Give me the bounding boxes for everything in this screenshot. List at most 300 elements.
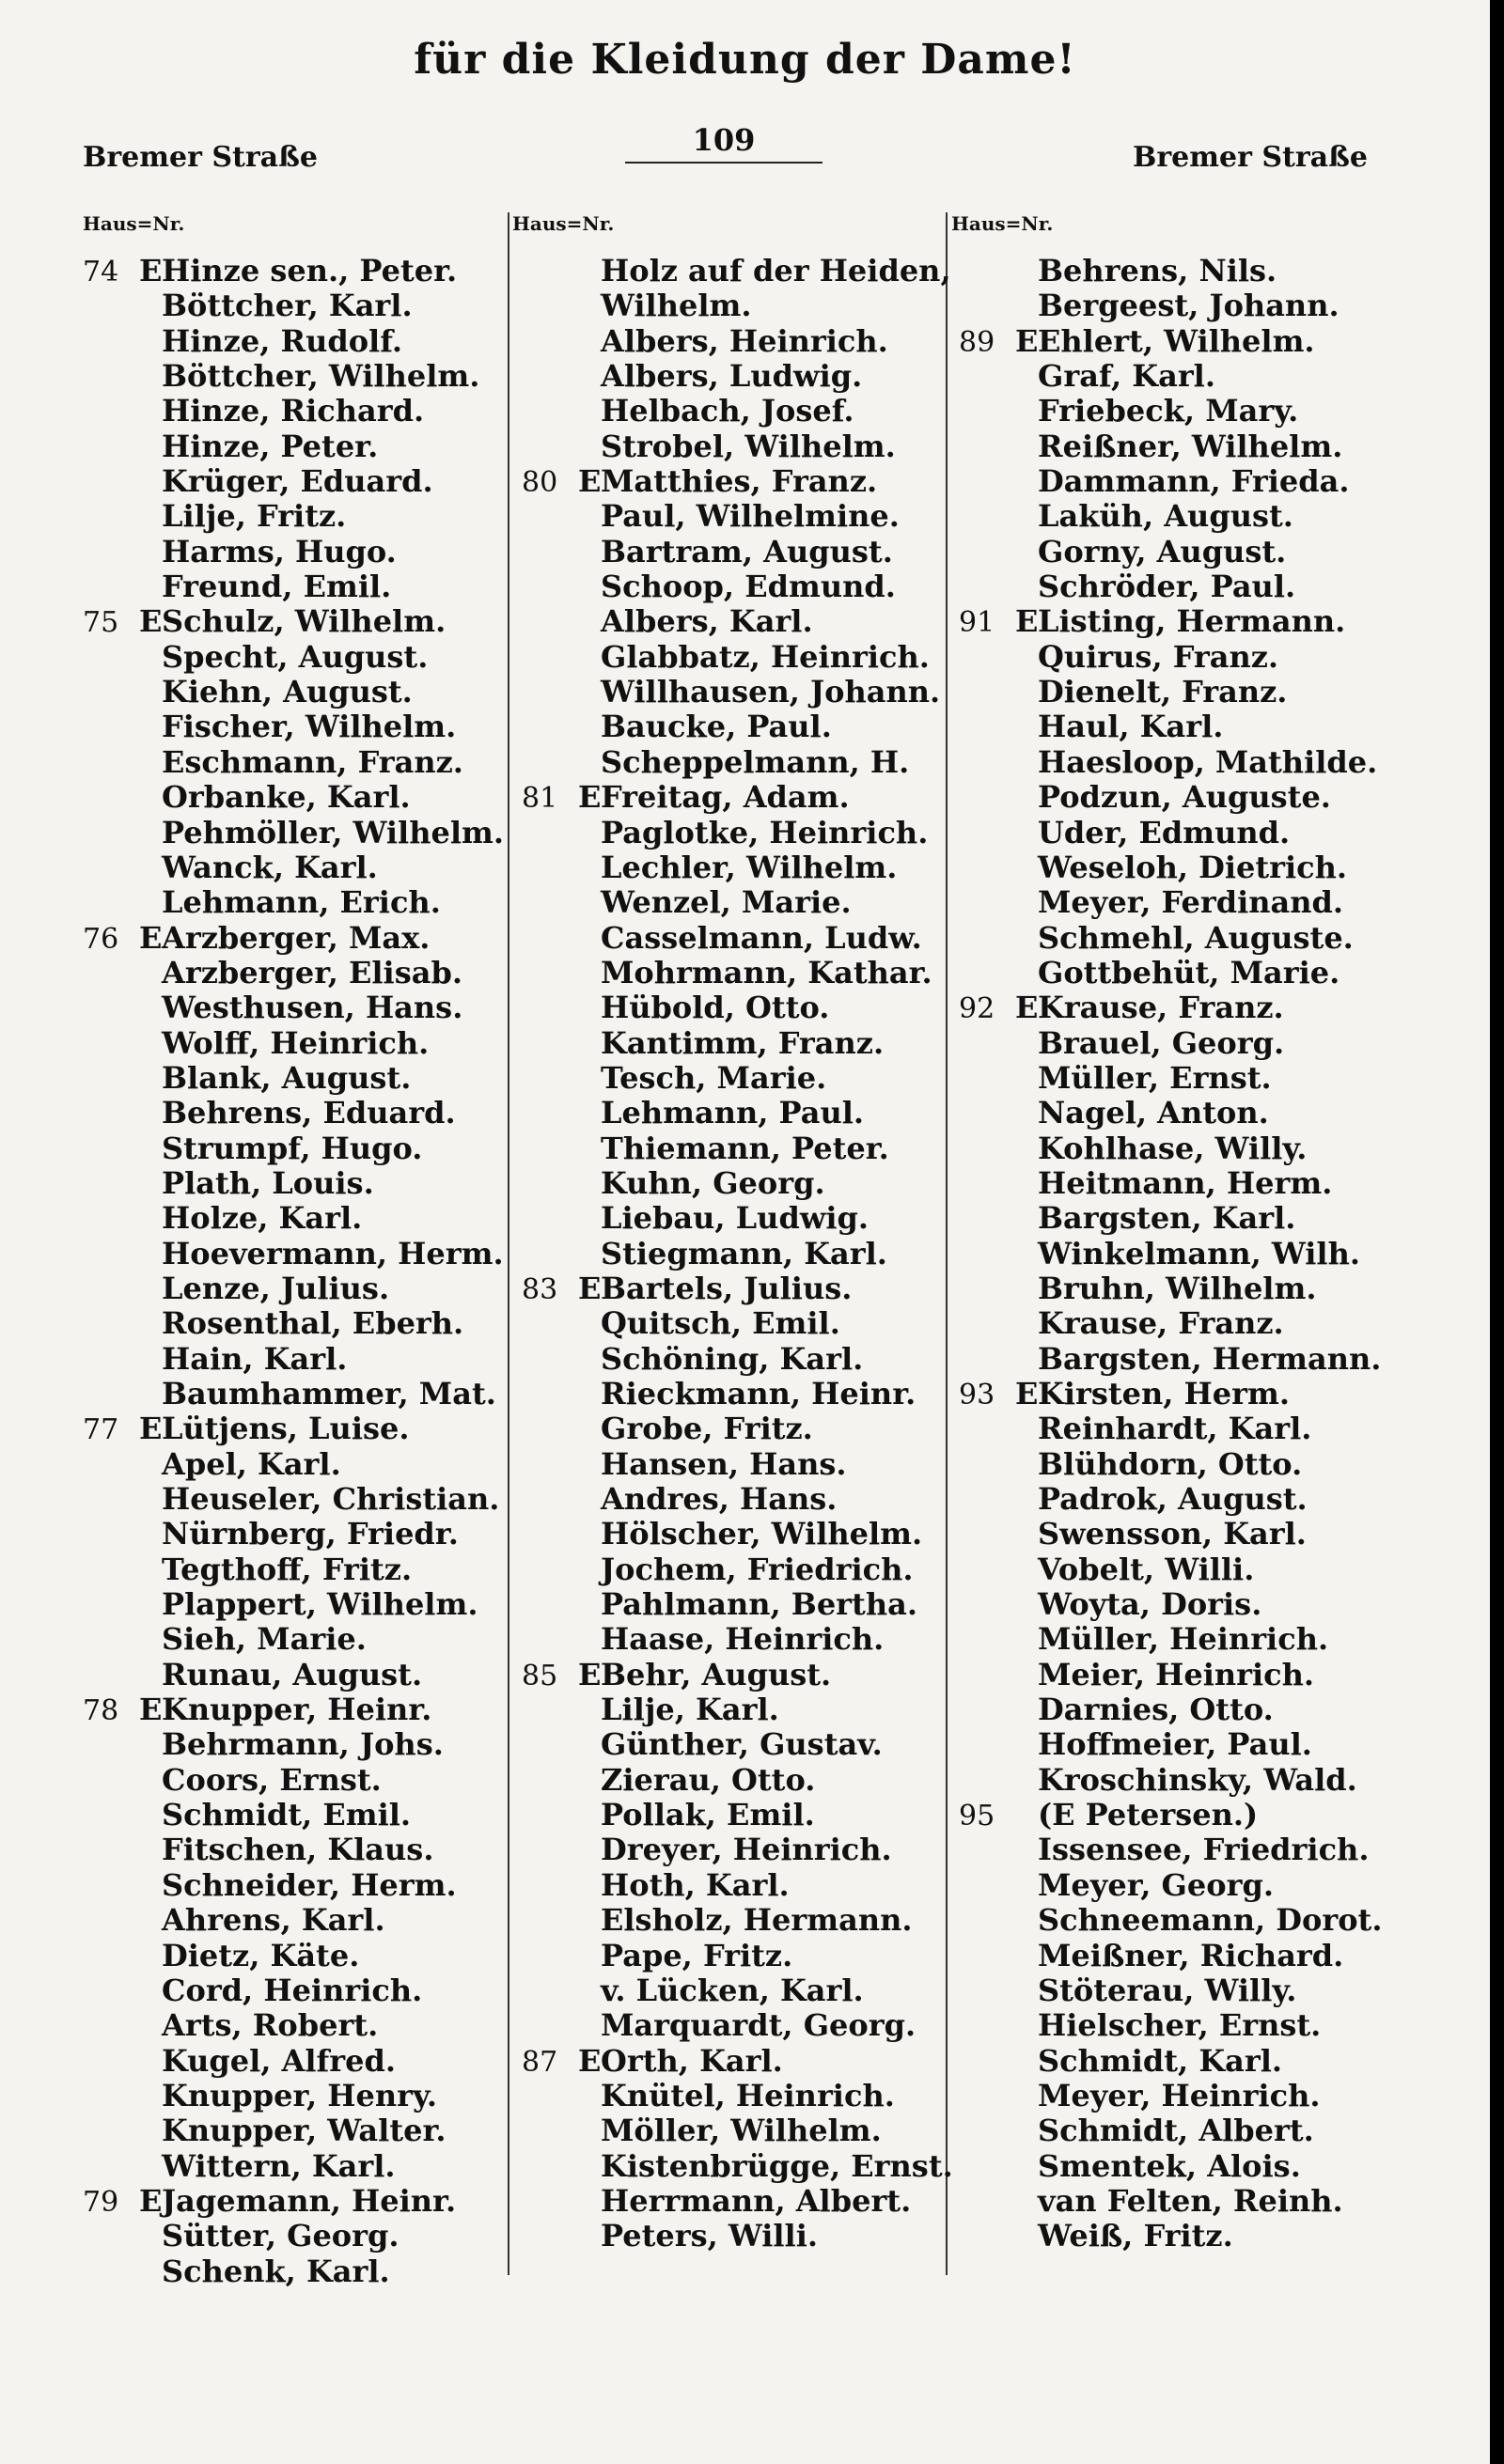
entry-row — [83, 1061, 504, 1096]
entry-row — [522, 850, 953, 885]
resident-name: Herrmann, Albert. — [601, 2182, 912, 2219]
entry-row — [522, 1798, 953, 1832]
street-header-right: Bremer Straße — [1133, 141, 1368, 174]
entry-row — [522, 1587, 953, 1622]
entry-row — [522, 2219, 953, 2253]
entry-row — [959, 816, 1382, 850]
column-2 — [522, 254, 953, 2254]
resident-name: Hoffmeier, Paul. — [1038, 1726, 1312, 1763]
house-number: 81 — [522, 782, 558, 816]
resident-name: Schmidt, Emil. — [162, 1797, 412, 1833]
resident-name: Liebau, Ludwig. — [601, 1200, 870, 1237]
resident-name: Hoth, Karl. — [601, 1866, 790, 1903]
resident-name: Wolff, Heinrich. — [162, 1024, 430, 1061]
resident-name: Stöterau, Willy. — [1038, 1972, 1297, 2008]
entry-row — [83, 1587, 504, 1622]
resident-name: Rieckmann, Heinr. — [601, 1376, 916, 1411]
entry-row — [83, 1763, 504, 1798]
entry-row — [83, 640, 504, 675]
entry-row — [83, 745, 504, 780]
entry-row — [959, 1763, 1382, 1798]
resident-name: Kistenbrügge, Ernst. — [601, 2147, 953, 2184]
resident-name: Dammann, Frieda. — [1038, 463, 1350, 500]
resident-name: Jochem, Friedrich. — [601, 1551, 914, 1587]
entry-row — [83, 535, 504, 569]
entry-row — [522, 990, 953, 1025]
resident-name: Hielscher, Ernst. — [1038, 2007, 1322, 2044]
resident-name: Böttcher, Wilhelm. — [162, 358, 480, 395]
house-number: 75 — [83, 606, 119, 640]
entry-row — [83, 675, 504, 710]
resident-name: Quitsch, Emil. — [601, 1305, 840, 1342]
entry-row — [83, 1517, 504, 1552]
resident-name: Baumhammer, Mat. — [162, 1376, 496, 1411]
resident-name: Schöning, Karl. — [601, 1340, 864, 1377]
entry-row — [83, 1131, 504, 1166]
entry-row — [959, 1237, 1382, 1271]
entry-row — [83, 1622, 504, 1657]
entry-row — [959, 1096, 1382, 1131]
entry-row — [959, 1798, 1382, 1832]
entry-row — [959, 780, 1382, 815]
entry-row — [959, 1271, 1382, 1306]
owner-marker: E — [578, 463, 602, 500]
resident-name: Willhausen, Johann. — [601, 674, 941, 710]
resident-name: Marquardt, Georg. — [601, 2007, 916, 2044]
resident-name: Padrok, August. — [1038, 1481, 1308, 1518]
entry-row — [959, 745, 1382, 780]
entry-row — [83, 1482, 504, 1517]
resident-name: Vobelt, Willi. — [1038, 1551, 1255, 1587]
entry-row — [83, 956, 504, 990]
resident-name: Reißner, Wilhelm. — [1038, 428, 1343, 464]
resident-name: Schröder, Paul. — [1038, 569, 1296, 605]
resident-name: Hübold, Otto. — [601, 990, 830, 1026]
resident-name: Darnies, Otto. — [1038, 1692, 1274, 1728]
entry-row — [522, 2008, 953, 2043]
column-3 — [959, 254, 1382, 2254]
entry-row — [522, 1973, 953, 2008]
resident-name: Schmidt, Albert. — [1038, 2113, 1314, 2149]
resident-name: Haul, Karl. — [1038, 709, 1224, 745]
entry-row — [522, 640, 953, 675]
resident-name: Hoevermann, Herm. — [162, 1235, 504, 1271]
resident-name: Listing, Hermann. — [1038, 603, 1346, 640]
entry-row — [959, 1131, 1382, 1166]
resident-name: Haesloop, Mathilde. — [1038, 743, 1378, 780]
resident-name: Hinze, Richard. — [162, 393, 425, 429]
column-header-3: Haus=Nr. — [951, 212, 1054, 235]
entry-row — [959, 2184, 1382, 2219]
entry-row — [522, 956, 953, 990]
resident-name: Lehmann, Erich. — [162, 884, 441, 921]
resident-name: Glabbatz, Heinrich. — [601, 638, 930, 675]
entry-row — [522, 710, 953, 744]
entry-row — [959, 2044, 1382, 2079]
resident-name: Schneider, Herm. — [162, 1866, 457, 1903]
entry-row — [959, 675, 1382, 710]
resident-name: Holz auf der Heiden, — [601, 253, 951, 289]
resident-name: Ehlert, Wilhelm. — [1038, 322, 1315, 359]
entry-row — [522, 1026, 953, 1061]
resident-name: Strobel, Wilhelm. — [601, 428, 896, 464]
resident-name: Coors, Ernst. — [162, 1761, 382, 1798]
entry-row — [83, 2254, 504, 2289]
entry-row — [959, 1517, 1382, 1552]
resident-name: Lehmann, Paul. — [601, 1095, 865, 1131]
entry-row — [959, 885, 1382, 920]
entry-row — [83, 324, 504, 359]
entry-row — [83, 1727, 504, 1762]
entry-row — [959, 359, 1382, 394]
entry-row — [83, 1166, 504, 1201]
entry-row — [522, 1271, 953, 1306]
house-number: 77 — [83, 1413, 119, 1447]
resident-name: Schulz, Wilhelm. — [162, 603, 446, 640]
resident-name: Blank, August. — [162, 1059, 412, 1096]
entry-row — [522, 921, 953, 956]
resident-name: Dienelt, Franz. — [1038, 674, 1288, 710]
entry-row — [83, 780, 504, 815]
entry-row — [522, 1166, 953, 1201]
entry-row — [959, 640, 1382, 675]
owner-marker: E — [1015, 990, 1039, 1026]
resident-name: Lilje, Fritz. — [162, 498, 347, 535]
entry-row — [959, 2079, 1382, 2113]
entry-row — [959, 254, 1382, 289]
entry-row — [959, 1061, 1382, 1096]
resident-name: Hinze, Rudolf. — [162, 322, 402, 359]
resident-name: Knupper, Walter. — [162, 2113, 446, 2149]
resident-name: Lütjens, Luise. — [162, 1411, 410, 1447]
resident-name: Thiemann, Peter. — [601, 1130, 889, 1166]
entry-row — [522, 1482, 953, 1517]
resident-name: Schneemann, Dorot. — [1038, 1902, 1383, 1939]
resident-name: Hinze, Peter. — [162, 428, 379, 464]
entry-row — [959, 990, 1382, 1025]
entry-row — [83, 359, 504, 394]
resident-name: Meyer, Ferdinand. — [1038, 884, 1344, 921]
resident-name: Bartram, August. — [601, 533, 893, 569]
entry-row — [83, 1903, 504, 1938]
house-number: 92 — [959, 992, 995, 1026]
entry-row — [522, 429, 953, 464]
entry-row — [959, 1973, 1382, 2008]
entry-row — [522, 1727, 953, 1762]
entry-row — [522, 2079, 953, 2113]
entry-row — [522, 499, 953, 534]
resident-name: Kantimm, Franz. — [601, 1024, 885, 1061]
entry-row — [83, 1798, 504, 1832]
entry-row — [959, 1658, 1382, 1692]
owner-marker: E — [139, 1411, 163, 1447]
resident-name: Plappert, Wilhelm. — [162, 1586, 478, 1623]
resident-name: Meier, Heinrich. — [1038, 1656, 1315, 1692]
resident-name: Krause, Franz. — [1038, 990, 1284, 1026]
owner-marker: E — [578, 2042, 602, 2079]
house-number: 80 — [522, 466, 558, 500]
entry-row — [83, 1026, 504, 1061]
resident-name: Tesch, Marie. — [601, 1059, 827, 1096]
resident-name: Sütter, Georg. — [162, 2218, 400, 2254]
resident-name: Wilhelm. — [601, 288, 752, 324]
entry-row — [83, 1377, 504, 1411]
entry-row — [522, 2113, 953, 2148]
resident-name: Möller, Wilhelm. — [601, 2113, 882, 2149]
resident-name: Schmidt, Karl. — [1038, 2042, 1283, 2079]
house-number: 89 — [959, 325, 995, 359]
resident-name: Schenk, Karl. — [162, 2253, 390, 2289]
resident-name: Cord, Heinrich. — [162, 1972, 423, 2008]
house-number: 95 — [959, 1800, 995, 1833]
entry-row — [522, 675, 953, 710]
entry-row — [522, 1377, 953, 1411]
entry-row — [522, 2149, 953, 2184]
resident-name: Lechler, Wilhelm. — [601, 849, 898, 885]
entry-row — [522, 816, 953, 850]
owner-marker: E — [578, 1270, 602, 1306]
column-header-2: Haus=Nr. — [512, 212, 615, 235]
entry-row — [83, 499, 504, 534]
resident-name: Fitschen, Klaus. — [162, 1832, 434, 1868]
resident-name: Zierau, Otto. — [601, 1761, 816, 1798]
resident-name: Schmehl, Auguste. — [1038, 919, 1354, 956]
entry-row — [83, 2008, 504, 2043]
resident-name: Albers, Heinrich. — [601, 322, 888, 359]
house-number: 74 — [83, 256, 119, 289]
entry-row — [959, 1692, 1382, 1727]
entry-row — [959, 604, 1382, 639]
entry-row — [959, 1622, 1382, 1657]
entry-row — [959, 464, 1382, 499]
entry-row — [522, 1517, 953, 1552]
entry-row — [522, 1832, 953, 1867]
entry-row — [83, 2113, 504, 2148]
resident-name: Lenze, Julius. — [162, 1270, 390, 1306]
entry-row — [959, 1342, 1382, 1377]
entry-row — [83, 1973, 504, 2008]
resident-name: Hain, Karl. — [162, 1340, 348, 1377]
owner-marker: E — [139, 1692, 163, 1728]
house-number: 91 — [959, 606, 995, 640]
entry-row — [83, 2184, 504, 2219]
resident-name: Fischer, Wilhelm. — [162, 709, 457, 745]
entry-row — [959, 1939, 1382, 1973]
entry-row — [522, 1306, 953, 1341]
resident-name: Weseloh, Dietrich. — [1038, 849, 1348, 885]
entry-row — [83, 1832, 504, 1867]
resident-name: Wenzel, Marie. — [601, 884, 852, 921]
entry-row — [959, 394, 1382, 429]
entry-row — [83, 2079, 504, 2113]
resident-name: Wittern, Karl. — [162, 2147, 396, 2184]
entry-row — [959, 1832, 1382, 1867]
house-number: 93 — [959, 1379, 995, 1411]
entry-row — [522, 324, 953, 359]
entry-row — [959, 1868, 1382, 1903]
resident-name: Pape, Fritz. — [601, 1937, 793, 1973]
resident-name: Andres, Hans. — [601, 1481, 838, 1518]
resident-name: Haase, Heinrich. — [601, 1621, 885, 1658]
resident-name: Behrmann, Johs. — [162, 1726, 444, 1763]
resident-name: Bergeest, Johann. — [1038, 288, 1340, 324]
street-header-left: Bremer Straße — [83, 141, 318, 174]
entry-row — [522, 359, 953, 394]
resident-name: Knupper, Henry. — [162, 2077, 438, 2113]
entry-row — [522, 1622, 953, 1657]
resident-name: Baucke, Paul. — [601, 709, 832, 745]
entry-row — [83, 1447, 504, 1482]
resident-name: Blühdorn, Otto. — [1038, 1445, 1303, 1482]
resident-name: Pahlmann, Bertha. — [601, 1586, 917, 1623]
entry-row — [959, 1166, 1382, 1201]
resident-name: Heitmann, Herm. — [1038, 1164, 1333, 1201]
entry-row — [83, 2149, 504, 2184]
resident-name: Brauel, Georg. — [1038, 1024, 1285, 1061]
entry-row — [83, 1342, 504, 1377]
resident-name: Hinze sen., Peter. — [162, 253, 458, 289]
owner-marker: E — [139, 603, 163, 640]
resident-name: Apel, Karl. — [162, 1445, 341, 1482]
owner-marker: E — [139, 2182, 163, 2219]
resident-name: Heuseler, Christian. — [162, 1481, 500, 1518]
house-number: 76 — [83, 922, 119, 956]
entry-row — [522, 2044, 953, 2079]
entry-row — [959, 1026, 1382, 1061]
entry-row — [522, 1131, 953, 1166]
resident-name: Elsholz, Hermann. — [601, 1902, 913, 1939]
entry-row — [522, 1201, 953, 1236]
owner-marker: E — [1015, 603, 1039, 640]
resident-name: Müller, Heinrich. — [1038, 1621, 1329, 1658]
resident-name: Winkelmann, Wilh. — [1038, 1235, 1360, 1271]
owner-marker: E — [578, 779, 602, 816]
resident-name: Woyta, Doris. — [1038, 1586, 1262, 1623]
entry-row — [522, 1552, 953, 1587]
house-number: 87 — [522, 2045, 558, 2079]
entry-row — [522, 1237, 953, 1271]
resident-name: Uder, Edmund. — [1038, 814, 1291, 850]
entry-row — [83, 850, 504, 885]
entry-row — [83, 1868, 504, 1903]
resident-name: Orth, Karl. — [601, 2042, 783, 2079]
resident-name: Friebeck, Mary. — [1038, 393, 1299, 429]
resident-name: Orbanke, Karl. — [162, 779, 411, 816]
resident-name: Knupper, Heinr. — [162, 1692, 432, 1728]
resident-name: Kugel, Alfred. — [162, 2042, 397, 2079]
resident-name: Bargsten, Hermann. — [1038, 1340, 1382, 1377]
entry-row — [522, 1939, 953, 1973]
resident-name: Rosenthal, Eberh. — [162, 1305, 464, 1342]
entry-row — [83, 885, 504, 920]
owner-marker: E — [139, 253, 163, 289]
entry-row — [83, 254, 504, 289]
entry-row — [83, 1271, 504, 1306]
resident-name: Mohrmann, Kathar. — [601, 954, 932, 990]
resident-name: Eschmann, Franz. — [162, 743, 463, 780]
resident-name: Günther, Gustav. — [601, 1726, 883, 1763]
resident-name: Plath, Louis. — [162, 1164, 374, 1201]
entry-row — [959, 1552, 1382, 1587]
entry-row — [522, 1763, 953, 1798]
entry-row — [522, 1061, 953, 1096]
entry-row — [959, 921, 1382, 956]
entry-row — [959, 2113, 1382, 2148]
resident-name: Specht, August. — [162, 638, 429, 675]
resident-name: Reinhardt, Karl. — [1038, 1411, 1312, 1447]
resident-name: Schoop, Edmund. — [601, 569, 896, 605]
entry-row — [522, 1096, 953, 1131]
entry-row — [83, 569, 504, 604]
resident-name: Behrens, Nils. — [1038, 253, 1277, 289]
resident-name: Freitag, Adam. — [601, 779, 850, 816]
entry-row — [959, 499, 1382, 534]
entry-row — [83, 990, 504, 1025]
resident-name: Behrens, Eduard. — [162, 1095, 456, 1131]
column-divider — [508, 212, 509, 2275]
entry-row — [959, 2219, 1382, 2253]
resident-name: Wanck, Karl. — [162, 849, 378, 885]
entry-row — [959, 429, 1382, 464]
resident-name: Harms, Hugo. — [162, 533, 397, 569]
house-number: 79 — [83, 2185, 119, 2219]
resident-name: Kuhn, Georg. — [601, 1164, 825, 1201]
resident-name: Behr, August. — [601, 1656, 832, 1692]
house-number: 83 — [522, 1272, 558, 1306]
entry-row — [522, 2184, 953, 2219]
entry-row — [522, 1903, 953, 1938]
entry-row — [522, 1658, 953, 1692]
resident-name: Knütel, Heinrich. — [601, 2077, 895, 2113]
entry-row — [522, 569, 953, 604]
resident-name: Sieh, Marie. — [162, 1621, 367, 1658]
resident-name: Müller, Ernst. — [1038, 1059, 1272, 1096]
owner-marker: E — [578, 1656, 602, 1692]
entry-row — [522, 1868, 953, 1903]
resident-name: Laküh, August. — [1038, 498, 1293, 535]
resident-name: Swensson, Karl. — [1038, 1516, 1307, 1552]
entry-row — [83, 1096, 504, 1131]
entry-row — [959, 1727, 1382, 1762]
resident-name: Gorny, August. — [1038, 533, 1287, 569]
resident-name: Bartels, Julius. — [601, 1270, 853, 1306]
resident-name: Ahrens, Karl. — [162, 1902, 385, 1939]
entry-row — [959, 2149, 1382, 2184]
resident-name: Albers, Ludwig. — [601, 358, 863, 395]
house-number: 78 — [83, 1694, 119, 1728]
entry-row — [959, 1482, 1382, 1517]
resident-name: Bargsten, Karl. — [1038, 1200, 1296, 1237]
entry-row — [959, 2008, 1382, 2043]
entry-row — [522, 1692, 953, 1727]
entry-row — [522, 1342, 953, 1377]
entry-row — [522, 604, 953, 639]
entry-row — [522, 780, 953, 815]
resident-name: Lilje, Karl. — [601, 1692, 779, 1728]
resident-name: (E Petersen.) — [1038, 1797, 1259, 1833]
resident-name: Paglotke, Heinrich. — [601, 814, 929, 850]
resident-name: Meyer, Heinrich. — [1038, 2077, 1321, 2113]
resident-name: Smentek, Alois. — [1038, 2147, 1301, 2184]
entry-row — [83, 289, 504, 323]
entry-row — [959, 710, 1382, 744]
resident-name: Kroschinsky, Wald. — [1038, 1761, 1357, 1798]
resident-name: Böttcher, Karl. — [162, 288, 413, 324]
entry-row — [83, 604, 504, 639]
entry-row — [83, 1692, 504, 1727]
resident-name: Podzun, Auguste. — [1038, 779, 1331, 816]
resident-name: Holze, Karl. — [162, 1200, 363, 1237]
